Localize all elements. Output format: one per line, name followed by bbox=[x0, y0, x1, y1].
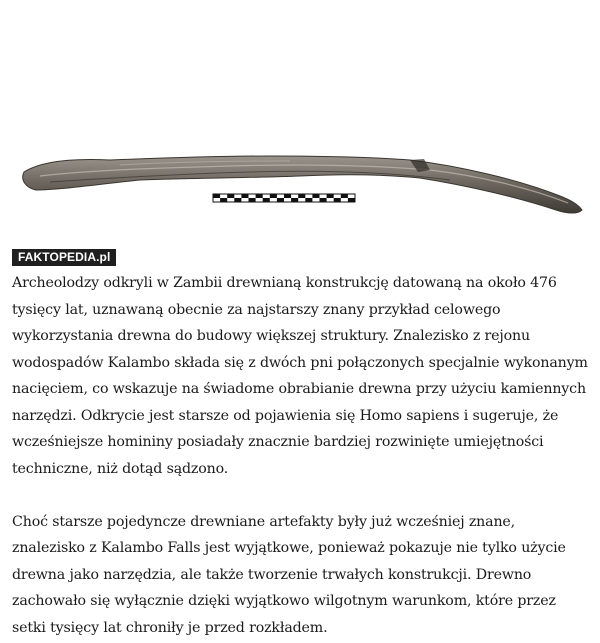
artifact-photo bbox=[0, 0, 600, 245]
article-paragraph: Choć starsze pojedyncze drewniane artefakty były już wcześniej znane, znalezisko z Kalambo Falls jest wyjątkowe, ponieważ pokazuje nie tylko użycie drewna jako narzędzia, ale także tworzenie trwałych konstrukcji. Drewno zachowało się wyłącznie dzięki wyjątkowo wilgotnym warunkom, które przez setki tysięcy lat chroniły je przed rozkładem. bbox=[12, 513, 566, 636]
wooden-structure-illustration bbox=[0, 0, 600, 245]
article-body bbox=[12, 270, 592, 641]
article-paragraph: Archeolodzy odkryli w Zambii drewnianą konstrukcję datowaną na około 476 tysięcy lat, uznawaną obecnie za najstarszy znany przykład celowego wykorzystania drewna do budowy większej struktury. Znalezisko z rejonu wodospadów Kalambo składa się z dwóch pni połączonych specjalnie wykonanym nacięciem, co wskazuje na świadome obrabianie drewna przy użyciu kamiennych narzędzi. Odkrycie jest starsze od pojawienia się Homo sapiens i sugeruje, że wcześniejsze homininy posiadały znacznie bardziej rozwinięte umiejętności techniczne, niż dotąd sądzono. bbox=[12, 275, 588, 477]
scale-bar bbox=[213, 194, 355, 202]
source-badge: FAKTOPEDIA.pl bbox=[12, 249, 116, 266]
